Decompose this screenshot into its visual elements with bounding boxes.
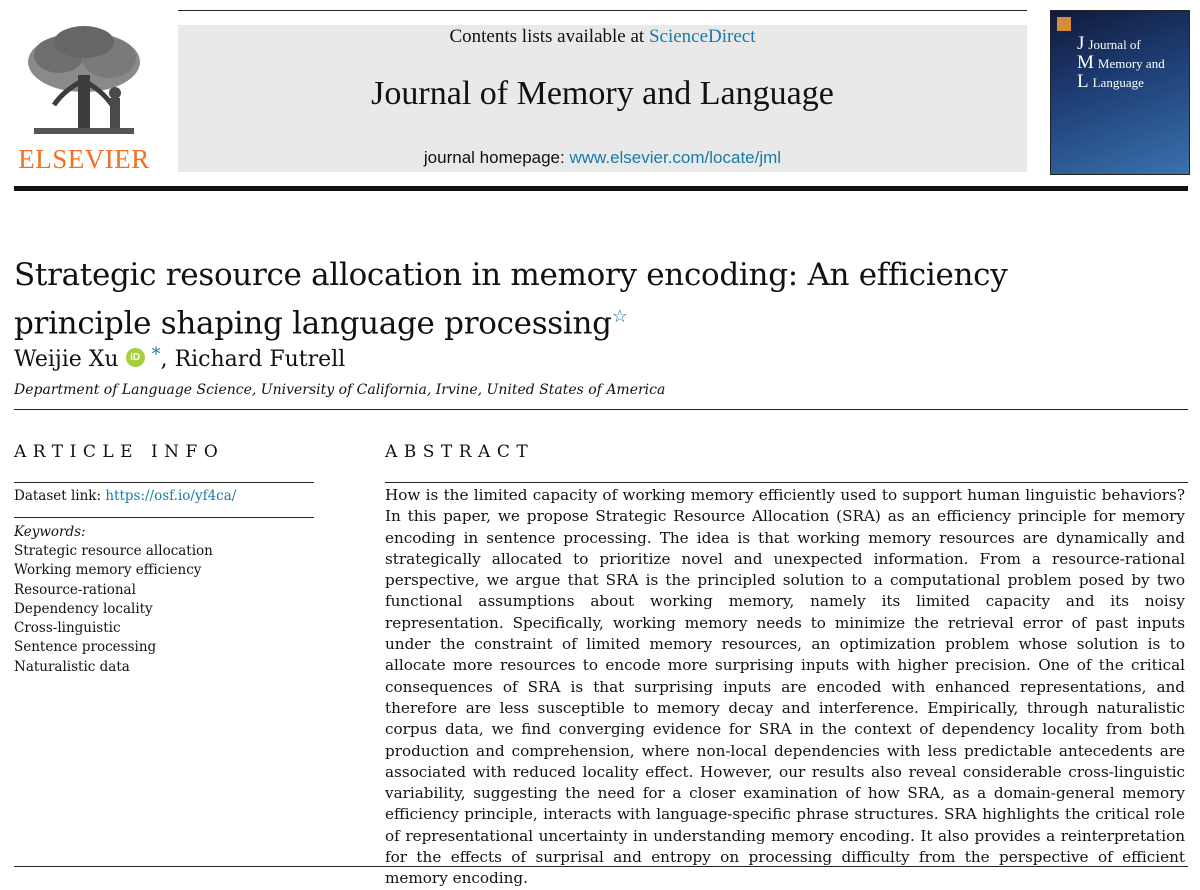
- author-name[interactable]: Weijie Xu: [14, 347, 119, 372]
- homepage-link[interactable]: www.elsevier.com/locate/jml: [569, 148, 782, 167]
- tree-icon: [14, 20, 154, 145]
- author-list: [14, 344, 345, 372]
- affiliation: Department of Language Science, University of California, Irvine, United States of America: [14, 382, 666, 398]
- dataset-link[interactable]: https://osf.io/yf4ca/: [105, 488, 237, 504]
- keyword-item: Sentence processing: [14, 639, 157, 656]
- title-footnote-star[interactable]: ☆: [611, 306, 628, 327]
- dataset-rule: [14, 517, 314, 518]
- page-bottom-rule: [14, 866, 1188, 867]
- cover-publisher-icon: [1057, 17, 1071, 31]
- journal-masthead: [178, 25, 1027, 172]
- header-top-rule: [178, 10, 1027, 11]
- keyword-item: Naturalistic data: [14, 658, 130, 675]
- keywords-label: Keywords:: [14, 524, 86, 540]
- journal-cover-image: [1050, 10, 1190, 175]
- corresponding-author-mark[interactable]: *: [151, 344, 161, 365]
- article-info-heading: ARTICLE INFO: [14, 442, 225, 462]
- article-info-rule: [14, 482, 314, 483]
- sciencedirect-link[interactable]: ScienceDirect: [648, 26, 756, 47]
- elsevier-logo: [14, 20, 154, 175]
- contents-line: [178, 25, 1027, 48]
- dataset-line: [14, 488, 236, 504]
- keyword-list: [14, 542, 213, 677]
- keyword-item: Cross-linguistic: [14, 620, 121, 637]
- keyword-item: Dependency locality: [14, 600, 153, 617]
- contents-prefix: Contents lists available at: [449, 26, 649, 47]
- journal-title: Journal of Memory and Language: [371, 75, 834, 112]
- title-bottom-rule: [14, 409, 1188, 410]
- homepage-line: [178, 148, 1027, 168]
- abstract-heading: ABSTRACT: [385, 442, 535, 462]
- dataset-label: Dataset link:: [14, 488, 106, 504]
- abstract-body: How is the limited capacity of working memory efficiently used to support human linguistic behaviors? In this paper, we propose Strategic Resource Allocation (SRA) as an efficiency principle for memory encoding in sentence processing. The idea is that working memory resources are dynamically and strategically allocated to prioritize novel and unexpected information. From a resource-rational perspective, we argue that SRA is the principled solution to a computational problem posed by two functional assumptions about working memory, namely its limited capacity and its noisy representation. Specifically, working memory needs to minimize the retrieval error of past inputs under the constraint of limited memory resources, an optimization problem whose solution is to allocate more resources to encode more surprising inputs with higher precision. One of the critical consequences of SRA is that surprising inputs are encoded with enhanced representations, and therefore are less susceptible to memory decay and interference. Empirically, through naturalistic corpus data, we find converging evidence for SRA in the context of dependency locality from both production and comprehension, where non-local dependencies with less predictable antecedents are associated with reduced locality effect. However, our results also reveal considerable cross-linguistic variability, suggesting the need for a closer examination of how SRA, as a domain-general memory efficiency principle, interacts with language-specific phrase structures. SRA highlights the critical role of representational uncertainty in understanding memory encoding. It also provides a reinterpretation for the effects of surprisal and entropy on processing difficulty from the perspective of efficient memory encoding.: [385, 486, 1185, 888]
- author-separator: ,: [160, 347, 175, 372]
- orcid-icon[interactable]: iD: [126, 348, 145, 367]
- cover-title: J Journal of M Memory and L Language: [1077, 33, 1165, 92]
- paper-title: [14, 254, 1094, 344]
- paper-title-text: Strategic resource allocation in memory encoding: An efficiency principle shaping language processing: [14, 257, 1008, 342]
- keyword-item: Strategic resource allocation: [14, 543, 213, 559]
- homepage-prefix: journal homepage:: [423, 148, 570, 167]
- header-bottom-rule: [14, 186, 1188, 191]
- keyword-item: Working memory efficiency: [14, 562, 202, 579]
- publisher-name: ELSEVIER: [18, 144, 150, 174]
- keyword-item: Resource-rational: [14, 581, 136, 598]
- author-name[interactable]: Richard Futrell: [174, 347, 346, 372]
- abstract-rule: [385, 482, 1188, 483]
